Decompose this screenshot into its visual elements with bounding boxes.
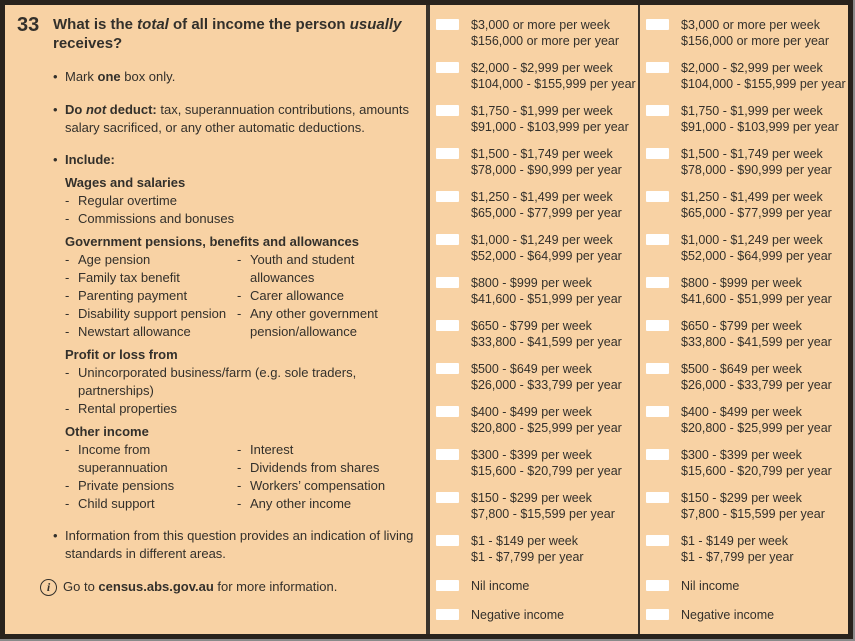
income-checkbox[interactable] bbox=[436, 148, 459, 159]
income-year-label: $104,000 - $155,999 per year bbox=[471, 77, 636, 91]
include-column bbox=[237, 441, 402, 513]
income-year-label: $20,800 - $25,999 per year bbox=[471, 421, 622, 435]
dash-icon: - bbox=[237, 460, 242, 475]
income-option-label bbox=[681, 318, 846, 350]
include-item bbox=[237, 495, 402, 513]
include-item-label: Any other income bbox=[250, 496, 352, 511]
include-item-label: Unincorporated business/farm (e.g. sole traders, partnerships) bbox=[78, 365, 357, 398]
income-year-label: $65,000 - $77,999 per year bbox=[471, 206, 622, 220]
income-year-label: $41,600 - $51,999 per year bbox=[681, 292, 832, 306]
answer-column-1 bbox=[430, 5, 638, 634]
include-item-label: Dividends from shares bbox=[250, 460, 380, 475]
question-number: 33 bbox=[17, 14, 40, 36]
income-year-label: $20,800 - $25,999 per year bbox=[681, 421, 832, 435]
instruction-text-bold: Include: bbox=[65, 152, 115, 167]
income-option-label bbox=[681, 275, 846, 307]
income-checkbox[interactable] bbox=[436, 19, 459, 30]
income-option-label bbox=[681, 404, 846, 436]
dash-icon: - bbox=[65, 401, 70, 416]
dash-icon: - bbox=[65, 270, 70, 285]
income-option-label bbox=[681, 361, 846, 393]
bullet-icon: • bbox=[53, 69, 58, 84]
income-week-label: $650 - $799 per week bbox=[471, 319, 592, 333]
include-item-label: Carer allowance bbox=[250, 288, 344, 303]
income-option bbox=[646, 103, 846, 135]
include-item bbox=[65, 477, 237, 495]
income-option bbox=[436, 361, 636, 393]
question-title-text: of all income the person bbox=[168, 16, 350, 33]
question-instructions bbox=[53, 68, 418, 563]
income-week-label: $1,250 - $1,499 per week bbox=[681, 190, 823, 204]
income-week-label: $1,750 - $1,999 per week bbox=[471, 104, 613, 118]
income-option-label bbox=[471, 60, 636, 92]
income-option-label bbox=[471, 361, 636, 393]
include-item-label: Age pension bbox=[78, 252, 151, 267]
dash-icon: - bbox=[65, 324, 70, 339]
include-item bbox=[65, 364, 418, 400]
income-option-label bbox=[471, 103, 636, 135]
include-item bbox=[237, 251, 402, 287]
income-option-label bbox=[681, 60, 846, 92]
dash-icon: - bbox=[65, 442, 70, 457]
income-week-label: $650 - $799 per week bbox=[681, 319, 802, 333]
income-year-label: $52,000 - $64,999 per year bbox=[471, 249, 622, 263]
include-item-label: Income from superannuation bbox=[78, 442, 168, 475]
include-item-label: Rental properties bbox=[78, 401, 177, 416]
instruction-text-bold: one bbox=[97, 69, 121, 84]
income-week-label: $2,000 - $2,999 per week bbox=[471, 61, 613, 75]
include-item bbox=[65, 269, 237, 287]
income-week-label: $1,500 - $1,749 per week bbox=[471, 147, 613, 161]
income-year-label: $26,000 - $33,799 per year bbox=[471, 378, 622, 392]
income-checkbox[interactable] bbox=[436, 277, 459, 288]
instruction-text-bold-italic: not bbox=[85, 102, 107, 117]
income-checkbox[interactable] bbox=[646, 406, 669, 417]
income-year-label: $1 - $7,799 per year bbox=[681, 550, 794, 564]
income-week-label: $150 - $299 per week bbox=[471, 491, 592, 505]
income-checkbox[interactable] bbox=[436, 320, 459, 331]
include-item bbox=[237, 459, 402, 477]
question-title bbox=[53, 15, 405, 53]
income-label: Nil income bbox=[471, 579, 530, 593]
income-year-label: $15,600 - $20,799 per year bbox=[681, 464, 832, 478]
dash-icon: - bbox=[65, 306, 70, 321]
include-item-label: Interest bbox=[250, 442, 294, 457]
include-columns bbox=[65, 251, 418, 341]
include-item bbox=[65, 441, 237, 477]
dash-icon: - bbox=[237, 252, 242, 267]
income-checkbox[interactable] bbox=[436, 191, 459, 202]
include-item bbox=[65, 251, 237, 269]
dash-icon: - bbox=[65, 252, 70, 267]
income-option-label bbox=[471, 607, 636, 623]
question-title-text: What is the bbox=[53, 16, 138, 33]
income-option bbox=[436, 490, 636, 522]
instruction-text-part: Mark bbox=[65, 69, 98, 84]
include-item-label: Workers’ compensation bbox=[250, 478, 386, 493]
income-week-label: $800 - $999 per week bbox=[471, 276, 592, 290]
include-column bbox=[237, 251, 402, 341]
include-section-heading: Wages and salaries bbox=[65, 175, 186, 190]
include-columns bbox=[65, 441, 418, 513]
income-option bbox=[646, 17, 846, 49]
include-section bbox=[65, 423, 418, 513]
income-option-label bbox=[681, 146, 846, 178]
income-checkbox[interactable] bbox=[436, 449, 459, 460]
dash-icon: - bbox=[237, 288, 242, 303]
income-checkbox[interactable] bbox=[436, 234, 459, 245]
instruction-text-part: box only. bbox=[120, 69, 176, 84]
include-section-heading: Profit or loss from bbox=[65, 347, 178, 362]
instruction-living-standards bbox=[53, 527, 418, 563]
dash-icon: - bbox=[65, 211, 70, 226]
question-title-emphasis: total bbox=[137, 16, 169, 33]
include-item bbox=[237, 287, 402, 305]
include-item-label: Newstart allowance bbox=[78, 324, 191, 339]
income-option bbox=[436, 578, 636, 594]
income-option bbox=[646, 490, 846, 522]
income-week-label: $500 - $649 per week bbox=[471, 362, 592, 376]
dash-icon: - bbox=[237, 478, 242, 493]
include-item bbox=[65, 323, 237, 341]
income-option-label bbox=[471, 578, 636, 594]
income-option bbox=[436, 318, 636, 350]
income-checkbox[interactable] bbox=[646, 234, 669, 245]
income-year-label: $78,000 - $90,999 per year bbox=[681, 163, 832, 177]
dash-icon: - bbox=[65, 365, 70, 380]
instruction-text: Information from this question provides an indication of living standards in different areas. bbox=[65, 528, 414, 561]
include-item-label: Any other government pension/allowance bbox=[250, 306, 378, 339]
dash-icon: - bbox=[65, 478, 70, 493]
income-week-label: $1 - $149 per week bbox=[471, 534, 579, 548]
include-section bbox=[65, 174, 418, 228]
income-checkbox[interactable] bbox=[436, 535, 459, 546]
income-week-label: $1,000 - $1,249 per week bbox=[471, 233, 613, 247]
question-header bbox=[17, 14, 418, 53]
income-week-label: $400 - $499 per week bbox=[471, 405, 592, 419]
dash-icon: - bbox=[237, 496, 242, 511]
income-checkbox[interactable] bbox=[436, 609, 459, 620]
include-item bbox=[65, 305, 237, 323]
income-week-label: $800 - $999 per week bbox=[681, 276, 802, 290]
income-option bbox=[436, 189, 636, 221]
income-option-label bbox=[681, 578, 846, 594]
info-circle-icon: i bbox=[40, 579, 57, 596]
income-option bbox=[436, 17, 636, 49]
income-checkbox[interactable] bbox=[646, 449, 669, 460]
instruction-text bbox=[65, 101, 418, 137]
income-option bbox=[646, 232, 846, 264]
include-column bbox=[65, 251, 237, 341]
income-week-label: $150 - $299 per week bbox=[681, 491, 802, 505]
income-year-label: $26,000 - $33,799 per year bbox=[681, 378, 832, 392]
income-option bbox=[436, 146, 636, 178]
income-checkbox[interactable] bbox=[436, 62, 459, 73]
income-option-label bbox=[471, 275, 636, 307]
income-option bbox=[646, 607, 846, 623]
income-checkbox[interactable] bbox=[646, 191, 669, 202]
income-checkbox[interactable] bbox=[646, 580, 669, 591]
include-item bbox=[65, 495, 237, 513]
income-checkbox[interactable] bbox=[646, 105, 669, 116]
income-year-label: $91,000 - $103,999 per year bbox=[681, 120, 839, 134]
income-option bbox=[646, 189, 846, 221]
instruction-text-bold: deduct: bbox=[106, 102, 157, 117]
income-year-label: $1 - $7,799 per year bbox=[471, 550, 584, 564]
instruction-mark-one-box bbox=[53, 68, 418, 86]
income-option bbox=[646, 447, 846, 479]
income-year-label: $78,000 - $90,999 per year bbox=[471, 163, 622, 177]
include-item-label: Youth and student allowances bbox=[250, 252, 355, 285]
include-item-label: Parenting payment bbox=[78, 288, 188, 303]
income-checkbox[interactable] bbox=[436, 580, 459, 591]
income-option bbox=[646, 318, 846, 350]
income-option-label bbox=[681, 17, 846, 49]
income-week-label: $3,000 or more per week bbox=[471, 18, 610, 32]
income-year-label: $33,800 - $41,599 per year bbox=[471, 335, 622, 349]
question-panel bbox=[5, 5, 426, 634]
include-section-heading: Other income bbox=[65, 424, 149, 439]
income-option bbox=[436, 60, 636, 92]
income-year-label: $52,000 - $64,999 per year bbox=[681, 249, 832, 263]
income-year-label: $7,800 - $15,599 per year bbox=[471, 507, 615, 521]
income-year-label: $91,000 - $103,999 per year bbox=[471, 120, 629, 134]
footer-url-text: census.abs.gov.au bbox=[98, 579, 214, 594]
income-option bbox=[436, 275, 636, 307]
income-year-label: $156,000 or more per year bbox=[471, 34, 620, 48]
instruction-text bbox=[65, 68, 418, 86]
income-label: Negative income bbox=[471, 608, 565, 622]
instruction-include bbox=[53, 151, 418, 169]
income-option bbox=[436, 404, 636, 436]
include-item bbox=[237, 477, 402, 495]
income-checkbox[interactable] bbox=[646, 277, 669, 288]
income-week-label: $2,000 - $2,999 per week bbox=[681, 61, 823, 75]
income-option-label bbox=[471, 232, 636, 264]
income-option-label bbox=[471, 146, 636, 178]
include-item-label: Family tax benefit bbox=[78, 270, 180, 285]
income-option bbox=[646, 404, 846, 436]
income-week-label: $1,250 - $1,499 per week bbox=[471, 190, 613, 204]
instruction-text-part: tax, superannuation contributions, amounts salary sacrificed, or any other automatic deductions. bbox=[65, 102, 409, 135]
include-section-heading: Government pensions, benefits and allowances bbox=[65, 234, 360, 249]
income-option bbox=[646, 578, 846, 594]
income-option-label bbox=[471, 490, 636, 522]
income-label: Negative income bbox=[681, 608, 775, 622]
include-item-label: Disability support pension bbox=[78, 306, 227, 321]
include-item bbox=[65, 192, 418, 210]
dash-icon: - bbox=[65, 496, 70, 511]
instruction-do-not-deduct bbox=[53, 101, 418, 137]
income-label: Nil income bbox=[681, 579, 740, 593]
footer-text-part: for more information. bbox=[213, 579, 338, 594]
include-item-label: Private pensions bbox=[78, 478, 175, 493]
include-section bbox=[65, 233, 418, 341]
income-option bbox=[436, 533, 636, 565]
income-option bbox=[646, 146, 846, 178]
income-week-label: $500 - $649 per week bbox=[681, 362, 802, 376]
income-checkbox[interactable] bbox=[436, 363, 459, 374]
income-option-label bbox=[471, 189, 636, 221]
include-item bbox=[237, 441, 402, 459]
income-option bbox=[646, 361, 846, 393]
income-checkbox[interactable] bbox=[436, 105, 459, 116]
income-year-label: $41,600 - $51,999 per year bbox=[471, 292, 622, 306]
answer-column-2 bbox=[640, 5, 848, 634]
include-item-label: Regular overtime bbox=[78, 193, 177, 208]
bullet-icon: • bbox=[53, 528, 58, 543]
include-column bbox=[65, 441, 237, 513]
income-week-label: $1,500 - $1,749 per week bbox=[681, 147, 823, 161]
footer-text bbox=[63, 578, 337, 596]
income-option-label bbox=[471, 17, 636, 49]
include-sections bbox=[65, 174, 418, 513]
include-item bbox=[65, 287, 237, 305]
income-option bbox=[436, 607, 636, 623]
footer-text-part: Go to bbox=[63, 579, 99, 594]
question-title-text: receives? bbox=[53, 35, 123, 52]
instruction-text-bold: Do bbox=[65, 102, 86, 117]
income-checkbox[interactable] bbox=[646, 62, 669, 73]
bullet-icon: • bbox=[53, 102, 58, 117]
income-checkbox[interactable] bbox=[646, 148, 669, 159]
income-option-label bbox=[681, 607, 846, 623]
income-option bbox=[436, 103, 636, 135]
income-option bbox=[646, 275, 846, 307]
income-option-label bbox=[681, 490, 846, 522]
income-week-label: $400 - $499 per week bbox=[681, 405, 802, 419]
question-title-emphasis: usually bbox=[349, 16, 402, 33]
income-option-label bbox=[681, 189, 846, 221]
income-week-label: $3,000 or more per week bbox=[681, 18, 820, 32]
income-option-label bbox=[681, 103, 846, 135]
income-year-label: $7,800 - $15,599 per year bbox=[681, 507, 825, 521]
include-item-label: Child support bbox=[78, 496, 155, 511]
income-week-label: $1,000 - $1,249 per week bbox=[681, 233, 823, 247]
income-year-label: $33,800 - $41,599 per year bbox=[681, 335, 832, 349]
income-checkbox[interactable] bbox=[436, 492, 459, 503]
more-information-note bbox=[40, 578, 418, 596]
income-week-label: $300 - $399 per week bbox=[471, 448, 592, 462]
income-year-label: $15,600 - $20,799 per year bbox=[471, 464, 622, 478]
include-item bbox=[65, 400, 418, 418]
income-year-label: $65,000 - $77,999 per year bbox=[681, 206, 832, 220]
income-option-label bbox=[471, 447, 636, 479]
include-item-label: Commissions and bonuses bbox=[78, 211, 235, 226]
income-option-label bbox=[471, 404, 636, 436]
income-year-label: $156,000 or more per year bbox=[681, 34, 830, 48]
bullet-icon: • bbox=[53, 152, 58, 167]
income-option-label bbox=[471, 533, 636, 565]
income-checkbox[interactable] bbox=[436, 406, 459, 417]
income-week-label: $1 - $149 per week bbox=[681, 534, 789, 548]
income-checkbox[interactable] bbox=[646, 609, 669, 620]
income-checkbox[interactable] bbox=[646, 492, 669, 503]
dash-icon: - bbox=[65, 288, 70, 303]
income-option-label bbox=[681, 447, 846, 479]
income-option-label bbox=[681, 533, 846, 565]
income-year-label: $104,000 - $155,999 per year bbox=[681, 77, 846, 91]
dash-icon: - bbox=[237, 306, 242, 321]
income-option bbox=[646, 60, 846, 92]
income-option bbox=[436, 447, 636, 479]
income-option bbox=[436, 232, 636, 264]
income-checkbox[interactable] bbox=[646, 363, 669, 374]
include-section bbox=[65, 346, 418, 418]
income-option bbox=[646, 533, 846, 565]
income-week-label: $1,750 - $1,999 per week bbox=[681, 104, 823, 118]
dash-icon: - bbox=[237, 442, 242, 457]
income-option-label bbox=[681, 232, 846, 264]
income-checkbox[interactable] bbox=[646, 535, 669, 546]
income-checkbox[interactable] bbox=[646, 320, 669, 331]
include-item bbox=[237, 305, 402, 341]
income-week-label: $300 - $399 per week bbox=[681, 448, 802, 462]
dash-icon: - bbox=[65, 193, 70, 208]
income-option-label bbox=[471, 318, 636, 350]
include-item bbox=[65, 210, 418, 228]
income-checkbox[interactable] bbox=[646, 19, 669, 30]
